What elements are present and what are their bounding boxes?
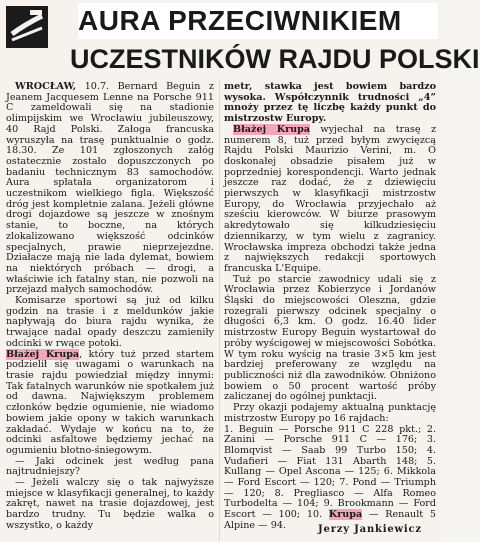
- dateline: WROCŁAW,: [15, 81, 77, 92]
- results-intro: Przy okazji podajemy aktualną punktację mistrzostw Europy po 16 rajdach:: [224, 402, 436, 424]
- lead-text: 10.7. Bernard Beguin z Jeanem Jacquesem Lenne na Porsche 911 C zameldowali się na stadionie olimpijskim we Wrocławiu jubileuszowy, 40 Rajd Polski. Załoga francuska wyruszyła na trasę punktualnie o godz. 18.30. Ze 101 zgłoszonych załóg ostatecznie zostało dopuszczonych po badaniu technicznym 83 samochodów. Aura spłatała organizatorom i uczestnikom wielkiego figla. Większość dróg jest kompletnie zalana. Jeżeli główne drogi dojazdowe są jeszcze w znośnym stanie, to boczne, na których zlokalizowano większość odcinków specjalnych, prawie nieprzejezdne. Działacze mają nie lada dylemat, bowiem na niektórych próbach — drogi, a właściwie ich fatalny stan, nie pozwoli na przejazd małych samochodów.: [6, 81, 214, 296]
- paragraph-3-text: , który tuż przed startem podzielił się uwagami o warunkach na trasie rajdu powiedział między innymi: Tak fatalnych warunków nie spotkałem już od dawna. Największym problemem członków będzie ogumienie, nie wiadomo bowiem jakie opony w takich warunkach zakładać. Wydaje w końcu na to, że odcinki asfaltowe będziemy jechać na ogumieniu błotno-śniegowym.: [6, 348, 215, 456]
- highlighted-name: Błażej Krupa: [233, 123, 311, 135]
- lead-paragraph: [6, 82, 214, 296]
- results-list: [224, 425, 436, 532]
- results-line: 9. Brookmann — Ford Escort — 100;: [224, 498, 436, 521]
- results-line: 6. Mikkola — Ford Escort — 120; 7. Pond — Triumph — 120; 8. Pregliasco — Alfa Romeo Turbodelta — 104;: [224, 466, 436, 510]
- highlighted-name: Błażej Krupa: [6, 348, 80, 360]
- paragraph-krupa: [224, 125, 436, 275]
- headline-line-1: AURA PRZECIWNIKIEM: [78, 3, 438, 39]
- paragraph-krupa-text: wyjechał na trasę z numerem 8, tuż przed byłym zwycięzcą Rajdu Polski Maurizio Verini, m. O doskonałej obsadzie pisałem już w poprzedniej korespondencji. Warto jednak jeszcze raz dodać, że z dziewięciu pierwszych w klasyfikacji mistrzostw Europy, do Wrocławia przyjechało aż sześciu kierowców. W biurze prasowym akredytowało się kilkudziesięciu dziennikarzy, w tym wielu z zagranicy. Wrocławska impreza obchodzi także jedna z największych redakcji sportowych francuska L'Equipe.: [224, 123, 436, 274]
- interview-question: — Jaki odcinek jest według pana najtrudniejszy?: [6, 455, 214, 478]
- paragraph-3: [6, 350, 214, 457]
- column-gutter: [219, 80, 220, 540]
- interview-answer: — Jeżeli walczy się o tak najwyższe miejsce w klasyfikacji generalnej, to każdy zakręt, nawet na trasie dojazdowej, jest bardzo trudny. Tu będzie walka o wszystko, o każdy: [6, 477, 214, 531]
- paragraph-2: Komisarze sportowi są już od kilku godzin na trasie i z meldunków jakie napływają do biura rajdu wynika, że trwające nadal opady deszczu zamieniły odcinki w rwące potoki.: [6, 295, 214, 349]
- results-line: 10.: [306, 509, 323, 521]
- left-column: [6, 82, 214, 538]
- results-line: 1. Beguin — Porsche 911 C 228 pkt.; 2. Zanini — Porsche 911 C — 176; 3. Blomqvist — Saab 99 Turbo 150; 4. Vudafieri — Fiat 131 Abarth 148; 5. Kullang — Opel Ascona — 125;: [224, 423, 436, 478]
- continuation-paragraph: metr, stawka jest bowiem bardzo wysoka. Współczynnik trudności „4” mnoży przez tę liczbę każdy punkt do mistrzostw Europy.: [224, 81, 436, 125]
- result-10-text: — Renault 5 Alpine — 94.: [224, 509, 436, 531]
- masthead: [0, 0, 480, 76]
- highlighted-result-name: Krupa: [328, 509, 363, 521]
- right-column: [224, 82, 436, 538]
- author-byline: Jerzy Jankiewicz: [318, 524, 422, 535]
- paragraph-route: Tuż po starcie zawodnicy udali się z Wrocławia przez Kobierzyce i Jordanów Śląski do miejscowości Oleszna, gdzie rozegrali pierwszy odcinek specjalny o długości 6,3 km. O godz. 16.40 lider mistrzostw Europy Beguin wystartował do próby wyścigowej w miejscowości Sobótka. W tym roku wyścig na trasie 3×5 km jest bardziej preferowany ze względu na publiczności niż dla zawodników. Obniżono bowiem o 50 procent wartość próby zaliczanej do ogólnej punktacji.: [224, 273, 436, 403]
- headline-line-2: UCZESTNIKÓW RAJDU POLSKI: [70, 44, 480, 74]
- rally-logo-icon: [6, 6, 48, 48]
